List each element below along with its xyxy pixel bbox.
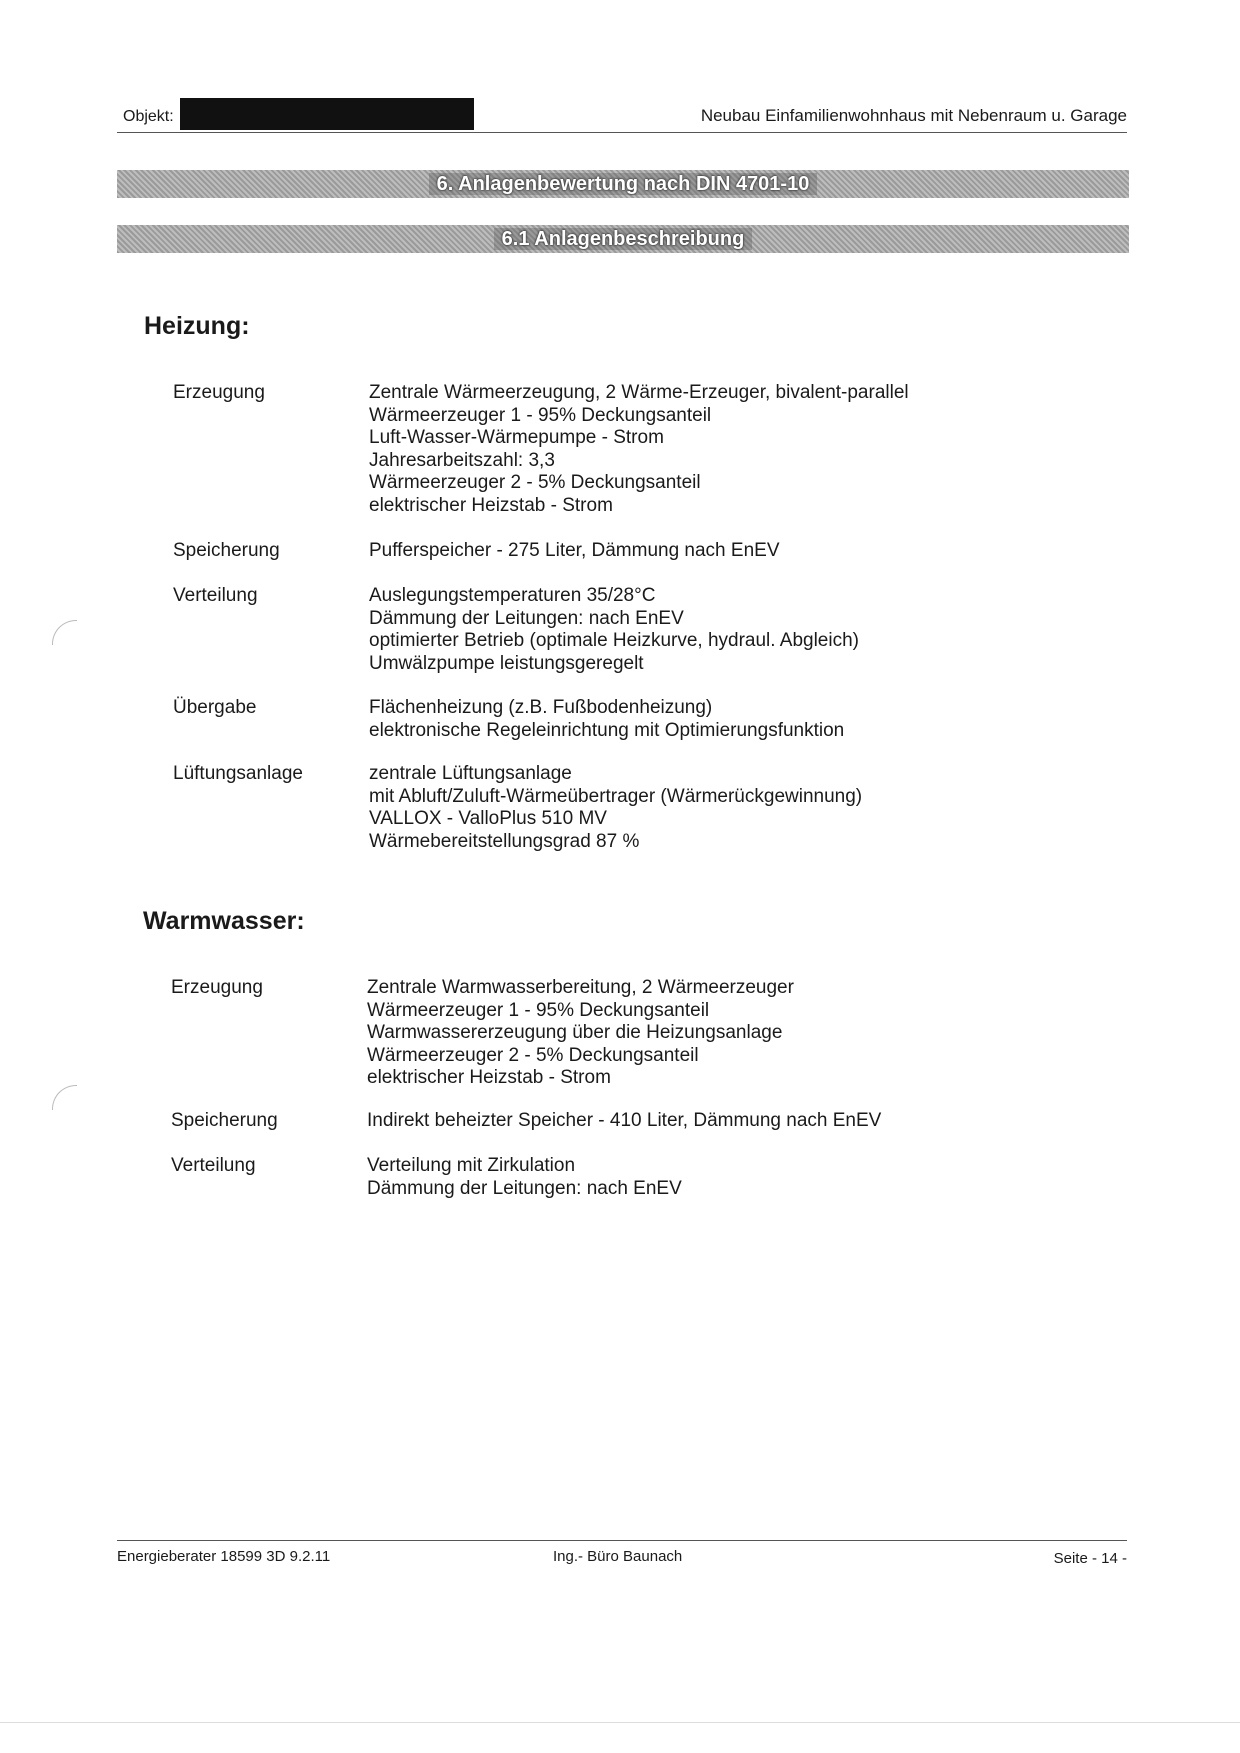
- chapter-title: 6. Anlagenbewertung nach DIN 4701-10: [429, 173, 818, 195]
- description-line: elektrischer Heizstab - Strom: [369, 494, 613, 516]
- row-term: Erzeugung: [173, 382, 265, 403]
- footer-rule: [117, 1540, 1127, 1541]
- section-banner: [117, 225, 1129, 253]
- row-description: [367, 977, 794, 1090]
- description-line: Jahresarbeitszahl: 3,3: [369, 449, 555, 471]
- row-term: Verteilung: [173, 585, 258, 606]
- row-term: Erzeugung: [171, 977, 263, 998]
- warmwasser-title: Warmwasser:: [143, 907, 305, 935]
- description-line: Wärmeerzeuger 2 - 5% Deckungsanteil: [367, 1044, 699, 1066]
- row-term: Speicherung: [171, 1110, 278, 1131]
- chapter-banner: [117, 170, 1129, 198]
- redacted-object-name: [180, 98, 474, 130]
- description-line: Luft-Wasser-Wärmepumpe - Strom: [369, 427, 664, 448]
- description-line: Auslegungstemperaturen 35/28°C: [369, 585, 656, 606]
- row-description: [367, 1155, 682, 1200]
- row-term: Speicherung: [173, 540, 280, 561]
- page-number: Seite - 14 -: [1053, 1550, 1127, 1567]
- description-line: Pufferspeicher - 275 Liter, Dämmung nach EnEV: [369, 540, 780, 561]
- description-line: elektronische Regeleinrichtung mit Optimierungsfunktion: [369, 719, 845, 741]
- section-heading: 6.1 Anlagenbeschreibung: [494, 228, 753, 250]
- row-description: [369, 382, 909, 517]
- description-line: Zentrale Warmwasserbereitung, 2 Wärmeerzeuger: [367, 977, 794, 998]
- object-label: Objekt:: [123, 108, 174, 125]
- description-line: Zentrale Wärmeerzeugung, 2 Wärme-Erzeuger, bivalent-parallel: [369, 382, 909, 403]
- description-line: Dämmung der Leitungen: nach EnEV: [369, 607, 684, 629]
- header-rule: [117, 132, 1127, 133]
- description-line: zentrale Lüftungsanlage: [369, 763, 572, 784]
- description-line: Indirekt beheizter Speicher - 410 Liter, Dämmung nach EnEV: [367, 1110, 882, 1131]
- row-description: [369, 585, 859, 675]
- row-description: [369, 763, 862, 853]
- footer-software: Energieberater 18599 3D 9.2.11: [117, 1548, 331, 1565]
- row-term: Lüftungsanlage: [173, 763, 303, 784]
- description-line: VALLOX - ValloPlus 510 MV: [369, 808, 607, 829]
- footer-office: Ing.- Büro Baunach: [553, 1548, 683, 1565]
- description-line: Flächenheizung (z.B. Fußbodenheizung): [369, 697, 713, 718]
- heizung-title: Heizung:: [144, 312, 250, 340]
- description-line: Wärmeerzeuger 2 - 5% Deckungsanteil: [369, 472, 701, 493]
- description-line: Verteilung mit Zirkulation: [367, 1155, 576, 1176]
- object-description: Neubau Einfamilienwohnhaus mit Nebenraum u. Garage: [700, 106, 1127, 125]
- description-line: Wärmeerzeuger 1 - 95% Deckungsanteil: [369, 404, 712, 426]
- punch-hole-mark: [52, 1085, 77, 1110]
- row-term: Übergabe: [173, 697, 257, 718]
- page-header: [117, 96, 1127, 134]
- row-description: [369, 540, 780, 563]
- description-line: Dämmung der Leitungen: nach EnEV: [367, 1177, 682, 1199]
- description-line: Warmwassererzeugung über die Heizungsanlage: [367, 1022, 783, 1043]
- description-line: elektrischer Heizstab - Strom: [367, 1067, 611, 1088]
- page-footer: [117, 1540, 1127, 1580]
- description-line: mit Abluft/Zuluft-Wärmeübertrager (Wärmerückgewinnung): [369, 785, 863, 807]
- row-term: Verteilung: [171, 1155, 256, 1176]
- row-description: [367, 1110, 881, 1133]
- description-line: Wärmebereitstellungsgrad 87 %: [369, 830, 640, 852]
- description-line: optimierter Betrieb (optimale Heizkurve, hydraul. Abgleich): [369, 630, 859, 651]
- row-description: [369, 697, 844, 742]
- scan-edge: [0, 1722, 1240, 1723]
- punch-hole-mark: [52, 620, 77, 645]
- description-line: Umwälzpumpe leistungsgeregelt: [369, 652, 644, 674]
- description-line: Wärmeerzeuger 1 - 95% Deckungsanteil: [367, 999, 710, 1021]
